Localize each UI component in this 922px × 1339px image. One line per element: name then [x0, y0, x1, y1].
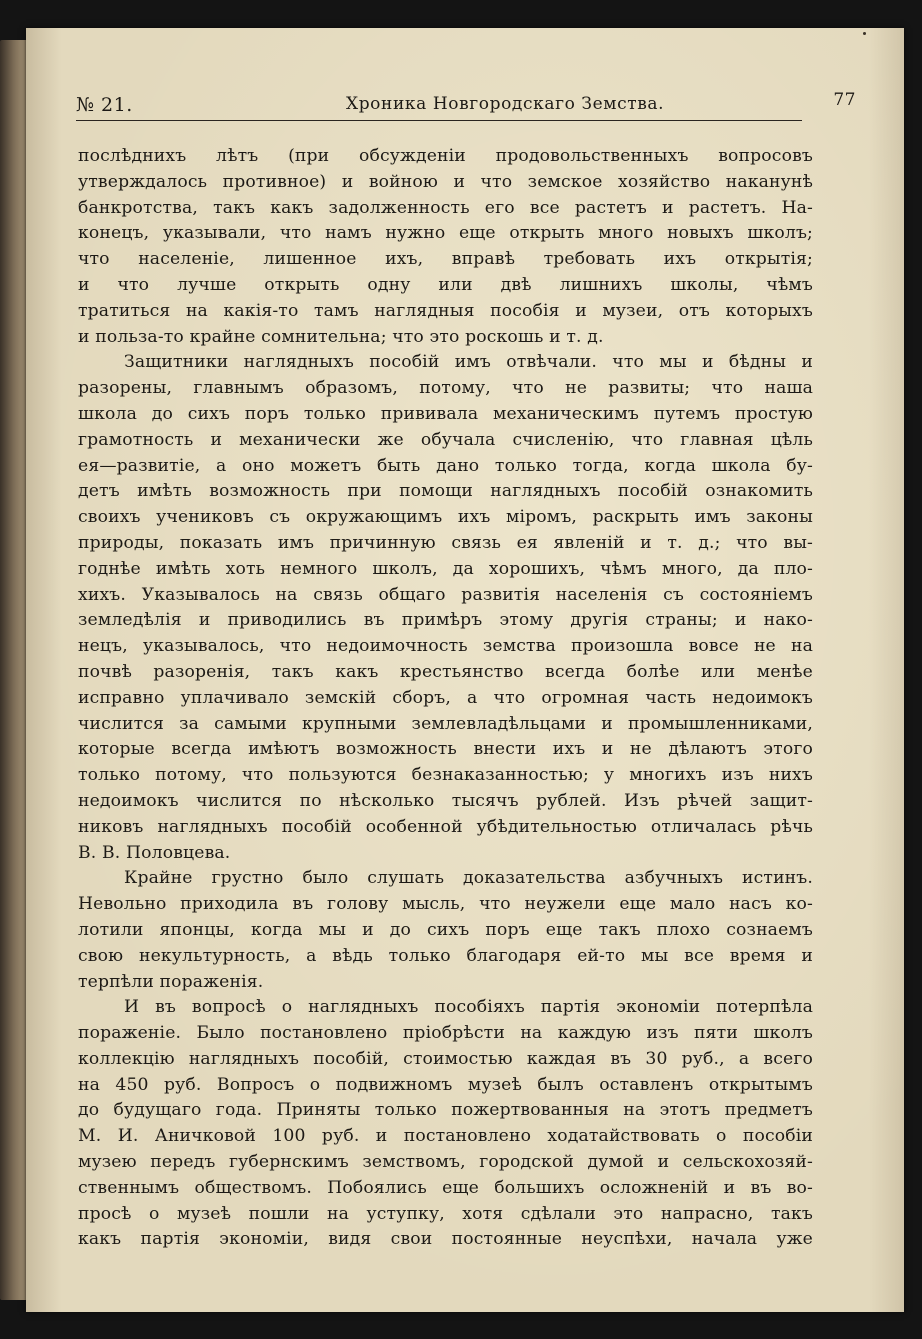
- text-line: на 450 руб. Вопросъ о подвижномъ музеѣ былъ оставленъ открытымъ: [78, 1074, 813, 1095]
- text-line: школа до сихъ поръ только прививала механическимъ путемъ простую: [78, 403, 813, 424]
- text-line: никовъ наглядныхъ пособій особенной убѣдительностью отличалась рѣчь: [78, 816, 813, 837]
- text-line: недоимокъ числится по нѣсколько тысячъ рублей. Изъ рѣчей защит-: [78, 790, 813, 811]
- text-line: И въ вопросѣ о наглядныхъ пособіяхъ партія экономіи потерпѣла: [124, 997, 813, 1018]
- text-line: просѣ о музеѣ пошли на уступку, хотя сдѣлали это напрасно, такъ: [78, 1203, 813, 1224]
- running-head: [76, 90, 856, 120]
- text-line: банкротства, такъ какъ задолженность его все растетъ и растетъ. На-: [78, 197, 813, 218]
- text-line: музею передъ губернскимъ земствомъ, городской думой и сельскохозяй-: [78, 1152, 813, 1173]
- text-line: Крайне грустно было слушать доказательства азбучныхъ истинъ.: [124, 868, 813, 889]
- page-number: 77: [833, 90, 856, 110]
- ink-speck: [863, 32, 866, 35]
- text-line: грамотность и механически же обучала счисленію, что главная цѣль: [78, 429, 813, 450]
- text-line: Невольно приходила въ голову мысль, что неужели еще мало насъ ко-: [78, 894, 813, 915]
- text-line: коллекцію наглядныхъ пособій, стоимостью каждая въ 30 руб., а всего: [78, 1048, 813, 1069]
- text-line: М. И. Аничковой 100 руб. и постановлено ходатайствовать о пособіи: [78, 1126, 813, 1147]
- text-line: почвѣ разоренія, такъ какъ крестьянство всегда болѣе или менѣе: [78, 661, 813, 682]
- text-line: какъ партія экономіи, видя свои постоянные неуспѣхи, начала уже: [78, 1229, 813, 1250]
- text-line: только потому, что пользуются безнаказанностью; у многихъ изъ нихъ: [78, 765, 813, 786]
- text-line: ственнымъ обществомъ. Побоялись еще большихъ осложненій и въ во-: [78, 1177, 813, 1198]
- text-line: что населеніе, лишенное ихъ, вправѣ требовать ихъ открытія;: [78, 249, 813, 270]
- text-line: годнѣе имѣть хоть немного школъ, да хорошихъ, чѣмъ много, да пло-: [78, 558, 813, 579]
- text-line: числится за самыми крупными землевладѣльцами и промышленниками,: [78, 713, 813, 734]
- text-line: которые всегда имѣютъ возможность внести ихъ и не дѣлаютъ этого: [78, 739, 813, 760]
- body-text: [78, 144, 813, 1253]
- text-line: терпѣли пораженія.: [78, 971, 264, 992]
- text-line: пораженіе. Было постановлено пріобрѣсти на каждую изъ пяти школъ: [78, 1023, 813, 1044]
- text-line: ея—развитіе, а оно можетъ быть дано только тогда, когда школа бу-: [78, 455, 813, 476]
- text-line: тратиться на какія-то тамъ наглядныя пособія и музеи, отъ которыхъ: [78, 300, 813, 321]
- text-line: и польза-то крайне сомнительна; что это роскошь и т. д.: [78, 326, 604, 347]
- text-line: свою некультурность, а вѣдь только благодаря ей-то мы все время и: [78, 945, 813, 966]
- text-line: своихъ учениковъ съ окружающимъ ихъ міромъ, раскрыть имъ законы: [78, 507, 813, 528]
- text-line: хихъ. Указывалось на связь общаго развитія населенія съ состояніемъ: [78, 584, 813, 605]
- issue-number: № 21.: [76, 94, 133, 116]
- text-line: конецъ, указывали, что намъ нужно еще открыть много новыхъ школъ;: [78, 223, 813, 244]
- text-line: разорены, главнымъ образомъ, потому, что не развиты; что наша: [78, 378, 813, 399]
- text-line: природы, показать имъ причинную связь ея явленій и т. д.; что вы-: [78, 532, 813, 553]
- text-line: В. В. Половцева.: [78, 842, 231, 863]
- text-line: земледѣлія и приводились въ примѣръ этому другія страны; и нако-: [78, 610, 813, 631]
- running-title: Хроника Новгородскаго Земства.: [346, 94, 665, 114]
- text-line: нецъ, указывалось, что недоимочность земства произошла вовсе не на: [78, 636, 813, 657]
- text-line: исправно уплачивало земскій сборъ, а что огромная часть недоимокъ: [78, 687, 813, 708]
- text-line: Защитники наглядныхъ пособій имъ отвѣчали. что мы и бѣдны и: [124, 352, 813, 373]
- text-line: и что лучше открыть одну или двѣ лишнихъ школы, чѣмъ: [78, 274, 813, 295]
- text-line: утверждалось противное) и войною и что земское хозяйство наканунѣ: [78, 171, 813, 192]
- text-line: до будущаго года. Приняты только пожертвованныя на этотъ предметъ: [78, 1100, 813, 1121]
- text-line: послѣднихъ лѣтъ (при обсужденіи продовольственныхъ вопросовъ: [78, 146, 813, 166]
- text-line: лотили японцы, когда мы и до сихъ поръ еще такъ плохо сознаемъ: [78, 919, 813, 940]
- header-rule: [76, 120, 802, 121]
- text-line: детъ имѣть возможность при помощи наглядныхъ пособій ознакомить: [78, 481, 813, 502]
- book-page: [26, 28, 904, 1312]
